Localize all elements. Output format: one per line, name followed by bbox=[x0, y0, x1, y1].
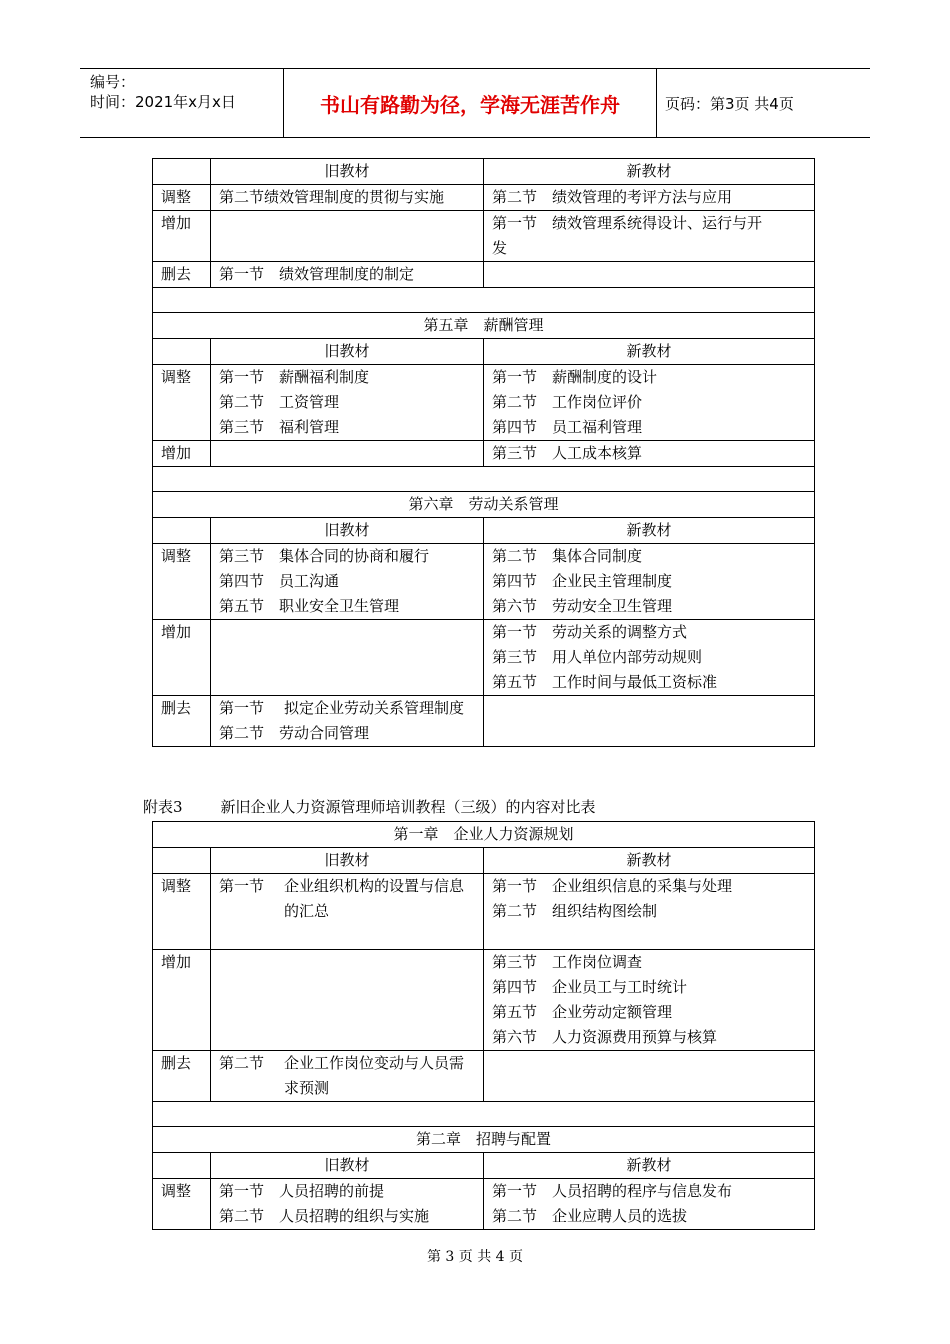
new-cell: 第一节 企业组织信息的采集与处理 第二节 组织结构图绘制 bbox=[484, 874, 815, 950]
table-row bbox=[153, 620, 815, 696]
chapter-title: 第五章 薪酬管理 bbox=[153, 313, 815, 339]
table-row bbox=[153, 950, 815, 1051]
table-row bbox=[153, 518, 815, 544]
page-header bbox=[80, 68, 870, 138]
table-row bbox=[153, 544, 815, 620]
col-header-new: 新教材 bbox=[484, 339, 815, 365]
table-row bbox=[153, 696, 815, 747]
action-label: 调整 bbox=[153, 1179, 211, 1230]
col-header-new: 新教材 bbox=[484, 848, 815, 874]
old-cell: 第一节 企业组织机构的设置与信息的汇总 bbox=[211, 874, 484, 950]
action-label: 调整 bbox=[153, 365, 211, 441]
old-cell: 第三节 集体合同的协商和履行 第四节 员工沟通 第五节 职业安全卫生管理 bbox=[211, 544, 484, 620]
col-header-new: 新教材 bbox=[484, 1153, 815, 1179]
table-row bbox=[153, 262, 815, 288]
table-row bbox=[153, 365, 815, 441]
chapter-title: 第二章 招聘与配置 bbox=[153, 1127, 815, 1153]
chapter-row bbox=[153, 1127, 815, 1153]
chapter-title: 第一章 企业人力资源规划 bbox=[153, 822, 815, 848]
old-cell: 第一节 绩效管理制度的制定 bbox=[211, 262, 484, 288]
action-label: 删去 bbox=[153, 1051, 211, 1102]
table-row bbox=[153, 1153, 815, 1179]
old-cell bbox=[211, 620, 484, 696]
table-row bbox=[153, 185, 815, 211]
new-cell bbox=[484, 1051, 815, 1102]
comparison-table-2 bbox=[152, 821, 815, 1230]
old-cell: 第一节 拟定企业劳动关系管理制度 第二节 劳动合同管理 bbox=[211, 696, 484, 747]
old-cell bbox=[211, 211, 484, 262]
page-footer: 第 3 页 共 4 页 bbox=[426, 1249, 524, 1265]
col-header-old: 旧教材 bbox=[211, 518, 484, 544]
action-label: 增加 bbox=[153, 441, 211, 467]
col-header-old: 旧教材 bbox=[211, 848, 484, 874]
table-row bbox=[153, 339, 815, 365]
table-row bbox=[153, 1051, 815, 1102]
action-label: 增加 bbox=[153, 950, 211, 1051]
new-cell: 第三节 人工成本核算 bbox=[484, 441, 815, 467]
table-row bbox=[153, 159, 815, 185]
table-row bbox=[153, 874, 815, 950]
col-header-old: 旧教材 bbox=[211, 159, 484, 185]
comparison-table-1 bbox=[152, 158, 815, 747]
col-header-old: 旧教材 bbox=[211, 339, 484, 365]
action-label: 删去 bbox=[153, 696, 211, 747]
caption-label: 附表3 bbox=[143, 798, 183, 816]
action-label: 删去 bbox=[153, 262, 211, 288]
old-cell bbox=[211, 441, 484, 467]
old-cell: 第一节 薪酬福利制度 第二节 工资管理 第三节 福利管理 bbox=[211, 365, 484, 441]
chapter-title: 第六章 劳动关系管理 bbox=[153, 492, 815, 518]
header-motto: 书山有路勤为径，学海无涯苦作舟 bbox=[284, 69, 657, 137]
new-cell: 第二节 绩效管理的考评方法与应用 bbox=[484, 185, 815, 211]
new-cell: 第一节 薪酬制度的设计 第二节 工作岗位评价 第四节 员工福利管理 bbox=[484, 365, 815, 441]
col-header-old: 旧教材 bbox=[211, 1153, 484, 1179]
old-cell: 第二节 企业工作岗位变动与人员需求预测 bbox=[211, 1051, 484, 1102]
action-label: 增加 bbox=[153, 620, 211, 696]
old-cell bbox=[211, 950, 484, 1051]
table-row bbox=[153, 211, 815, 262]
table-row bbox=[153, 848, 815, 874]
new-cell: 第一节 绩效管理系统得设计、运行与开 发 bbox=[484, 211, 815, 262]
time-label: 时间：2021年x月x日 bbox=[90, 93, 236, 111]
col-header-new: 新教材 bbox=[484, 159, 815, 185]
table-caption bbox=[143, 796, 596, 817]
new-cell bbox=[484, 696, 815, 747]
new-cell: 第一节 人员招聘的程序与信息发布 第二节 企业应聘人员的选拔 bbox=[484, 1179, 815, 1230]
action-label: 调整 bbox=[153, 544, 211, 620]
caption-text: 新旧企业人力资源管理师培训教程（三级）的内容对比表 bbox=[220, 798, 596, 816]
table-row bbox=[153, 441, 815, 467]
spacer-row bbox=[153, 1102, 815, 1127]
action-label: 增加 bbox=[153, 211, 211, 262]
table-row bbox=[153, 1179, 815, 1230]
new-cell: 第三节 工作岗位调查 第四节 企业员工与工时统计 第五节 企业劳动定额管理 第六节 人力资源费用预算与核算 bbox=[484, 950, 815, 1051]
new-cell bbox=[484, 262, 815, 288]
new-cell: 第一节 劳动关系的调整方式 第三节 用人单位内部劳动规则 第五节 工作时间与最低工资标准 bbox=[484, 620, 815, 696]
col-header-new: 新教材 bbox=[484, 518, 815, 544]
new-cell: 第二节 集体合同制度 第四节 企业民主管理制度 第六节 劳动安全卫生管理 bbox=[484, 544, 815, 620]
chapter-row bbox=[153, 492, 815, 518]
action-label: 调整 bbox=[153, 874, 211, 950]
spacer-row bbox=[153, 288, 815, 313]
chapter-row bbox=[153, 313, 815, 339]
old-cell: 第一节 人员招聘的前提 第二节 人员招聘的组织与实施 bbox=[211, 1179, 484, 1230]
action-label: 调整 bbox=[153, 185, 211, 211]
header-page-label: 页码：第3页 共4页 bbox=[665, 94, 794, 113]
number-label: 编号： bbox=[90, 73, 136, 91]
old-cell: 第二节绩效管理制度的贯彻与实施 bbox=[211, 185, 484, 211]
header-meta bbox=[80, 69, 284, 137]
chapter-row bbox=[153, 822, 815, 848]
spacer-row bbox=[153, 467, 815, 492]
